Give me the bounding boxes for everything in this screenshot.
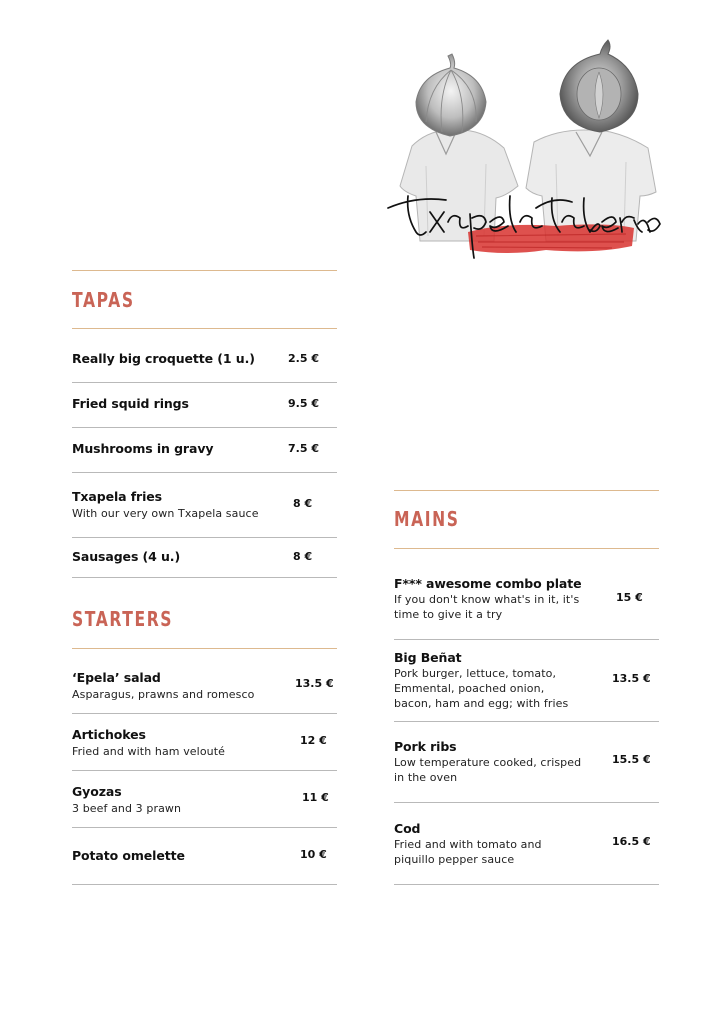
menu-item — [394, 821, 542, 867]
menu-item — [72, 670, 254, 702]
item-price: 7.5 € — [288, 442, 319, 455]
starters-title: STARTERS — [72, 607, 174, 631]
item-divider — [72, 577, 337, 578]
menu-item — [394, 739, 581, 785]
item-name: Artichokes — [72, 727, 146, 742]
item-divider — [72, 770, 337, 771]
item-price: 8 € — [293, 497, 313, 510]
menu-item — [72, 727, 225, 759]
item-divider — [72, 827, 337, 828]
item-name: Txapela fries — [72, 489, 163, 504]
item-description: Asparagus, prawns and romesco — [72, 688, 255, 701]
item-price: 10 € — [300, 848, 327, 861]
item-divider — [72, 472, 337, 473]
menu-item — [72, 396, 189, 411]
item-divider — [72, 713, 337, 714]
item-name: Really big croquette (1 u.) — [72, 351, 255, 366]
item-description-line: If you don't know what's in it, it's — [394, 593, 580, 606]
item-description-line: Fried and with tomato and — [394, 838, 542, 851]
menu-item — [72, 441, 213, 456]
item-description-line: bacon, ham and egg; with fries — [394, 697, 569, 710]
item-divider — [394, 639, 659, 640]
menu-item — [72, 489, 259, 521]
tapas-title-rule — [72, 328, 337, 329]
item-divider — [72, 427, 337, 428]
item-price: 13.5 € — [295, 677, 334, 690]
menu-item — [72, 848, 185, 863]
item-price: 16.5 € — [612, 835, 651, 848]
starters-title-rule — [72, 648, 337, 649]
mains-title: MAINS — [394, 507, 460, 531]
item-divider — [394, 802, 659, 803]
item-name: Sausages (4 u.) — [72, 549, 181, 564]
item-description-line: time to give it a try — [394, 608, 503, 621]
item-description-line: Low temperature cooked, crisped — [394, 756, 582, 769]
item-price: 13.5 € — [612, 672, 651, 685]
tapas-title: TAPAS — [72, 288, 135, 312]
item-name: Big Beñat — [394, 650, 462, 665]
item-price: 9.5 € — [288, 397, 319, 410]
item-divider — [394, 884, 659, 885]
item-price: 15.5 € — [612, 753, 651, 766]
item-name: Gyozas — [72, 784, 122, 799]
item-name: F*** awesome combo plate — [394, 576, 582, 591]
mains-title-rule — [394, 548, 659, 549]
item-name: ‘Epela’ salad — [72, 670, 161, 685]
item-divider — [72, 537, 337, 538]
item-description-line: in the oven — [394, 771, 458, 784]
item-description: 3 beef and 3 prawn — [72, 802, 182, 815]
item-price: 8 € — [293, 550, 313, 563]
menu-item — [394, 576, 581, 622]
item-price: 11 € — [302, 791, 329, 804]
item-price: 2.5 € — [288, 352, 319, 365]
tapas-top-rule — [72, 270, 337, 271]
item-divider — [72, 382, 337, 383]
menu-item — [72, 351, 255, 366]
item-divider — [394, 721, 659, 722]
item-name: Potato omelette — [72, 848, 185, 863]
item-name: Mushrooms in gravy — [72, 441, 214, 456]
item-description-line: piquillo pepper sauce — [394, 853, 515, 866]
menu-item — [72, 549, 180, 564]
item-description: Fried and with ham velouté — [72, 745, 226, 758]
item-price: 15 € — [616, 591, 643, 604]
item-description: With our very own Txapela sauce — [72, 507, 259, 520]
item-price: 12 € — [300, 734, 327, 747]
menu-item — [72, 784, 181, 816]
menu-item — [394, 650, 568, 711]
item-name: Fried squid rings — [72, 396, 189, 411]
restaurant-logo — [386, 36, 662, 268]
mains-top-rule — [394, 490, 659, 491]
item-description-line: Pork burger, lettuce, tomato, — [394, 667, 557, 680]
item-divider — [72, 884, 337, 885]
item-name: Pork ribs — [394, 739, 457, 754]
item-description-line: Emmental, poached onion, — [394, 682, 545, 695]
item-name: Cod — [394, 821, 421, 836]
logo-illustration-icon — [386, 36, 662, 268]
